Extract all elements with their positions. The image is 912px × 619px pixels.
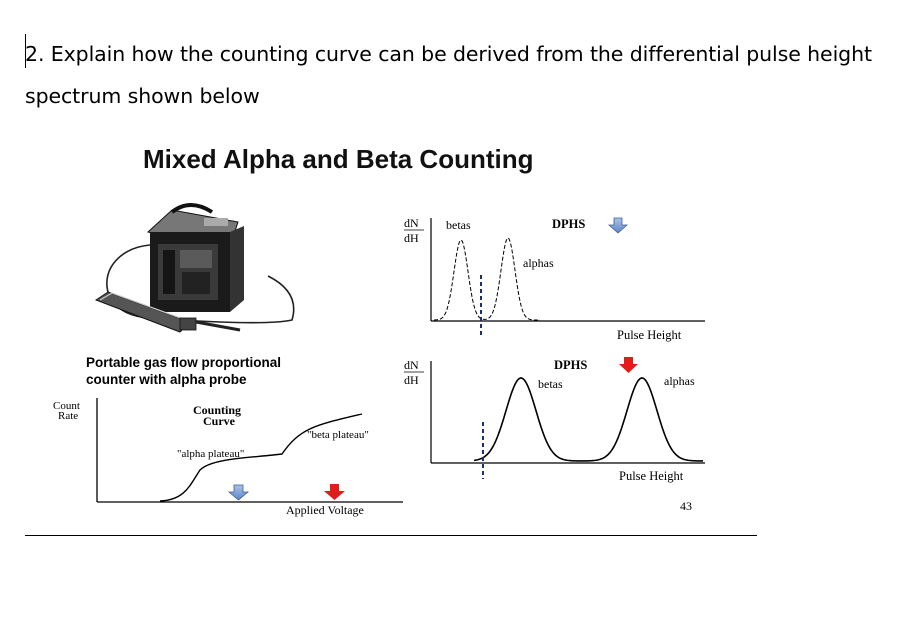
proportional-counter-illustration — [96, 205, 294, 332]
dphs-bottom-xlabel: Pulse Height — [619, 469, 684, 483]
count-rate-label-line2: Rate — [58, 410, 79, 422]
device-caption-line1: Portable gas flow proportional — [86, 355, 282, 370]
dphs-top-label: DPHS — [552, 217, 586, 231]
dphs-top-alphas-label: alphas — [523, 256, 554, 270]
dphs-top-xlabel: Pulse Height — [617, 328, 682, 342]
alpha-plateau-label: "alpha plateau" — [177, 448, 245, 460]
count-rate-label-line1: Count — [53, 400, 80, 412]
dphs-bottom-chart — [404, 357, 705, 483]
dphs-bottom-ylabel-num: dN — [404, 358, 419, 372]
dphs-bottom-label: DPHS — [554, 358, 588, 372]
blue-down-arrow-icon — [229, 485, 248, 500]
question-text: 2. Explain how the counting curve can be derived from the differential pulse height spectrum shown below — [25, 42, 872, 108]
dphs-bottom-alphas-label: alphas — [664, 374, 695, 388]
counting-curve-title-line1: Counting — [193, 403, 242, 417]
dphs-top-betas-label: betas — [446, 218, 471, 232]
device-caption-line2: counter with alpha probe — [86, 372, 247, 387]
dphs-bottom-ylabel-den: dH — [404, 373, 419, 387]
slide-page-number: 43 — [680, 499, 692, 513]
counting-curve-title-line2: Curve — [203, 414, 235, 428]
counting-curve-chart — [53, 398, 403, 517]
dphs-bottom-spectrum — [474, 378, 703, 461]
applied-voltage-label: Applied Voltage — [286, 503, 364, 517]
slide-title: Mixed Alpha and Beta Counting — [143, 144, 534, 174]
beta-plateau-label: "beta plateau" — [307, 429, 369, 441]
dphs-top-blue-arrow-icon — [609, 218, 627, 233]
dphs-top-spectrum — [434, 238, 540, 320]
dphs-bottom-red-arrow-icon — [619, 357, 638, 373]
dphs-bottom-betas-label: betas — [538, 377, 563, 391]
red-down-arrow-icon — [324, 484, 345, 500]
dphs-top-chart — [404, 216, 705, 342]
horizontal-rule — [25, 535, 757, 536]
dphs-top-ylabel-den: dH — [404, 231, 419, 245]
dphs-top-ylabel-num: dN — [404, 216, 419, 230]
